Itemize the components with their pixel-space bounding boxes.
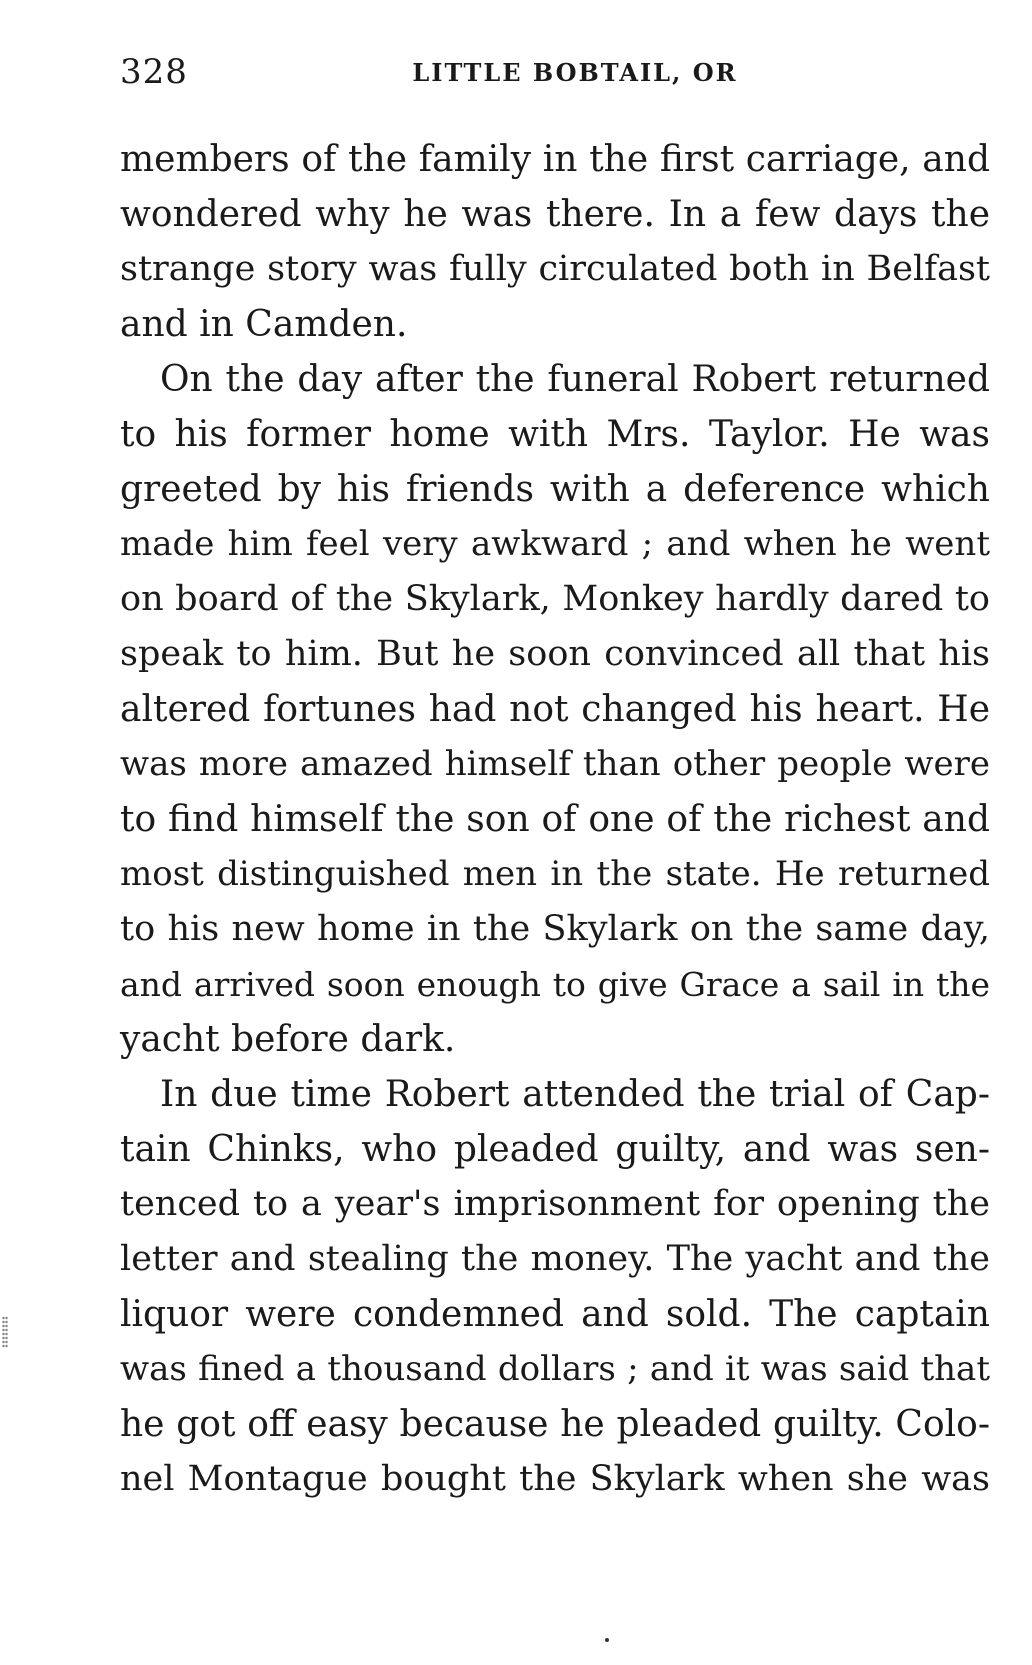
text-line: most distinguished men in the state. He returned (120, 854, 990, 894)
margin-speckle (2, 1316, 8, 1348)
text-line: tenced to a year's imprisonment for opening the (120, 1184, 990, 1224)
text-line: yacht before dark. (120, 1019, 456, 1060)
text-line: to his new home in the Skylark on the same day, (120, 909, 990, 949)
text-line: and in Camden. (120, 304, 408, 345)
text-line: greeted by his friends with a deference which (120, 469, 990, 510)
text-line: made him feel very awkward ; and when he went (120, 524, 990, 564)
text-line: he got off easy because he pleaded guilty. Colo- (120, 1404, 990, 1445)
text-line: to his former home with Mrs. Taylor. He was (120, 414, 990, 455)
text-line: altered fortunes had not changed his heart. He (120, 689, 990, 730)
text-line: was more amazed himself than other people were (120, 744, 990, 784)
running-title: LITTLE BOBTAIL, OR (412, 58, 738, 87)
footer-dot (605, 1638, 609, 1642)
text-line: On the day after the funeral Robert returned (160, 359, 990, 400)
text-line: nel Montague bought the Skylark when she was (120, 1459, 990, 1499)
text-line: was fined a thousand dollars ; and it was said that (120, 1349, 990, 1389)
text-line: and arrived soon enough to give Grace a sail in the (120, 965, 990, 1004)
text-line: strange story was fully circulated both in Belfast (120, 249, 990, 289)
text-line: letter and stealing the money. The yacht and the (120, 1239, 990, 1279)
text-line: liquor were condemned and sold. The captain (120, 1294, 990, 1335)
text-line: to find himself the son of one of the richest and (120, 799, 990, 840)
body-text (120, 132, 990, 1507)
text-line: tain Chinks, who pleaded guilty, and was sen- (120, 1129, 990, 1170)
page-header (120, 52, 990, 92)
page-number: 328 (120, 52, 188, 92)
text-line: In due time Robert attended the trial of Cap- (160, 1074, 990, 1115)
text-line: speak to him. But he soon convinced all that his (120, 634, 990, 674)
text-line: members of the family in the first carriage, and (120, 139, 990, 180)
text-line: on board of the Skylark, Monkey hardly dared to (120, 579, 990, 619)
text-line: wondered why he was there. In a few days the (120, 194, 990, 235)
